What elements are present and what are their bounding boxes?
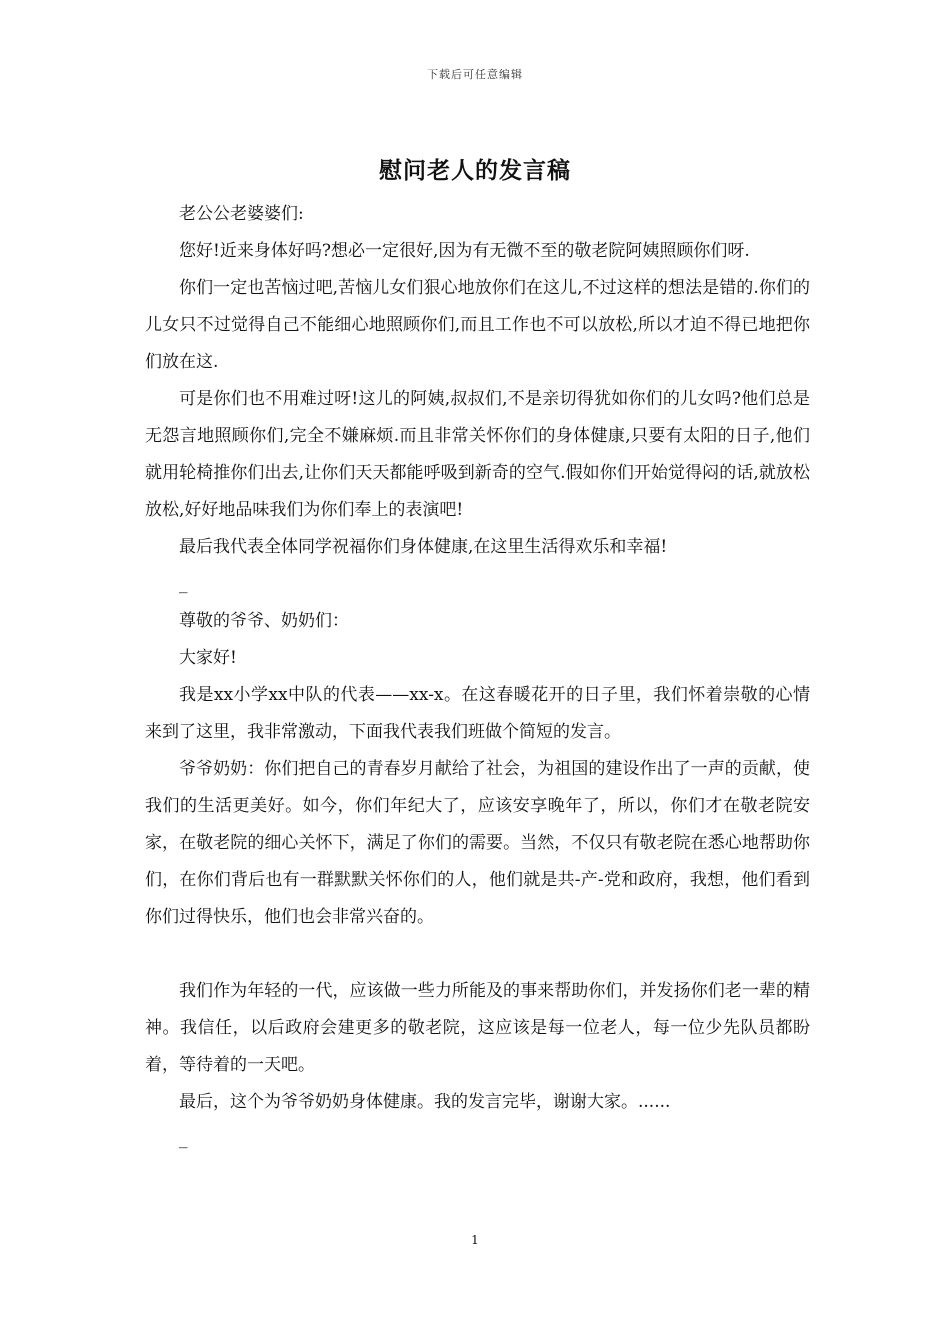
page-number: 1 xyxy=(471,1233,479,1247)
paragraph: 最后，这个为爷爷奶奶身体健康。我的发言完毕，谢谢大家。...... xyxy=(179,1092,671,1112)
document-title: 慰问老人的发言稿 xyxy=(379,157,571,184)
document-body xyxy=(145,196,810,1158)
paragraph: 你们一定也苦恼过吧,苦恼儿女们狠心地放你们在这儿,不过这样的想法是错的.你们的儿女只不过觉得自己不能细心地照顾你们,而且工作也不可以放松,所以才迫不得已地把你们放在这. xyxy=(145,278,810,372)
greeting: 大家好! xyxy=(179,648,237,668)
section-separator: _ xyxy=(179,1129,188,1149)
salutation-1: 老公公老婆婆们: xyxy=(179,204,304,224)
paragraph: 您好!近来身体好吗?想必一定很好,因为有无微不至的敬老院阿姨照顾你们呀. xyxy=(179,241,750,261)
paragraph: 可是你们也不用难过呀!这儿的阿姨,叔叔们,不是亲切得犹如你们的儿女吗?他们总是无怨言地照顾你们,完全不嫌麻烦.而且非常关怀你们的身体健康,只要有太阳的日子,他们就用轮椅推你们出去,让你们天天都能呼吸到新奇的空气.假如你们开始觉得闷的话,就放松放松,好好地品味我们为你们奉上的表演吧! xyxy=(145,389,810,520)
paragraph: 我们作为年轻的一代，应该做一些力所能及的事来帮助你们，并发扬你们老一辈的精神。我信任，以后政府会建更多的敬老院，这应该是每一位老人，每一位少先队员都盼着，等待着的一天吧。 xyxy=(145,981,810,1075)
paragraph: 我是xx小学xx中队的代表——xx-x。在这春暖花开的日子里，我们怀着崇敬的心情来到了这里，我非常激动，下面我代表我们班做个简短的发言。 xyxy=(145,685,810,742)
paragraph: 爷爷奶奶：你们把自己的青春岁月献给了社会，为祖国的建设作出了一声的贡献，使我们的生活更美好。如今，你们年纪大了，应该安享晚年了，所以，你们才在敬老院安家，在敬老院的细心关怀下，满足了你们的需要。当然，不仅只有敬老院在悉心地帮助你们，在你们背后也有一群默默关怀你们的人，他们就是共-产-党和政府，我想，他们看到你们过得快乐，他们也会非常兴奋的。 xyxy=(145,759,810,927)
salutation-2: 尊敬的爷爷、奶奶们： xyxy=(179,611,349,631)
blank-line xyxy=(145,936,810,973)
paragraph: 最后我代表全体同学祝福你们身体健康,在这里生活得欢乐和幸福! xyxy=(179,537,668,557)
section-separator: _ xyxy=(179,574,188,594)
header-note: 下载后可任意编辑 xyxy=(427,68,523,81)
